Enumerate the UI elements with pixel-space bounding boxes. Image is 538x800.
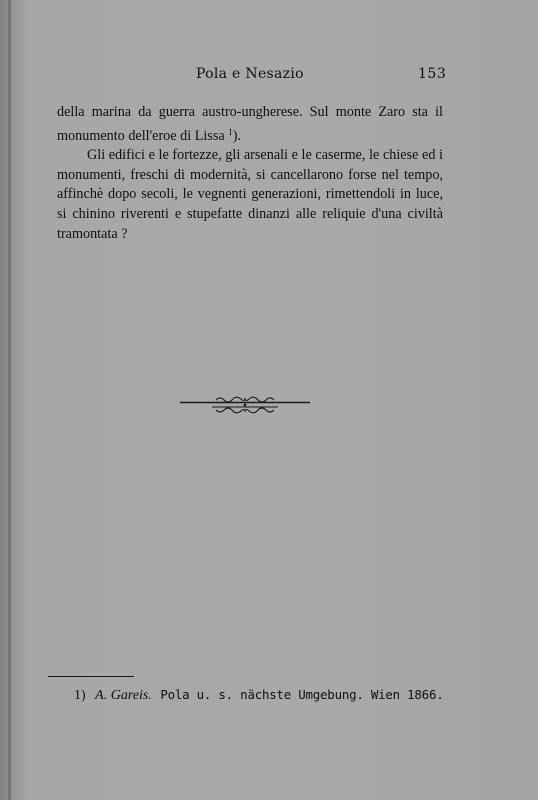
page-binding-edge — [8, 0, 11, 800]
footnote-title: Pola u. s. nächste Umgebung. Wien 1866. — [160, 687, 444, 702]
footnote — [74, 687, 474, 704]
footnote-reference: 1 — [228, 126, 233, 137]
footnote-author: A. Gareis. — [95, 688, 152, 703]
paragraph-1-closing: ). — [232, 127, 241, 144]
paragraph-1 — [57, 103, 443, 146]
page-number: 153 — [418, 66, 447, 82]
footnote-rule — [48, 676, 134, 677]
paragraph-1-text: della marina da guerra austro-ungherese. Sul monte Zaro sta il monumento dell'eroe di Lissa — [57, 104, 443, 144]
body-text — [57, 103, 443, 244]
running-header — [0, 66, 538, 86]
footnote-number: 1) — [74, 688, 86, 703]
running-title: Pola e Nesazio — [196, 66, 304, 82]
printers-ornament — [180, 393, 310, 419]
paragraph-2: Gli edifici e le fortezze, gli arsenali e le caserme, le chiese ed i monumenti, freschi di modernità, si cancellarono forse nel tempo, affinchè dopo secoli, le vegnenti generazioni, rimettendoli in luce, si chinino riverenti e stupefatte dinanzi alle reliquie d'una civiltà tramontata ? — [57, 147, 443, 242]
